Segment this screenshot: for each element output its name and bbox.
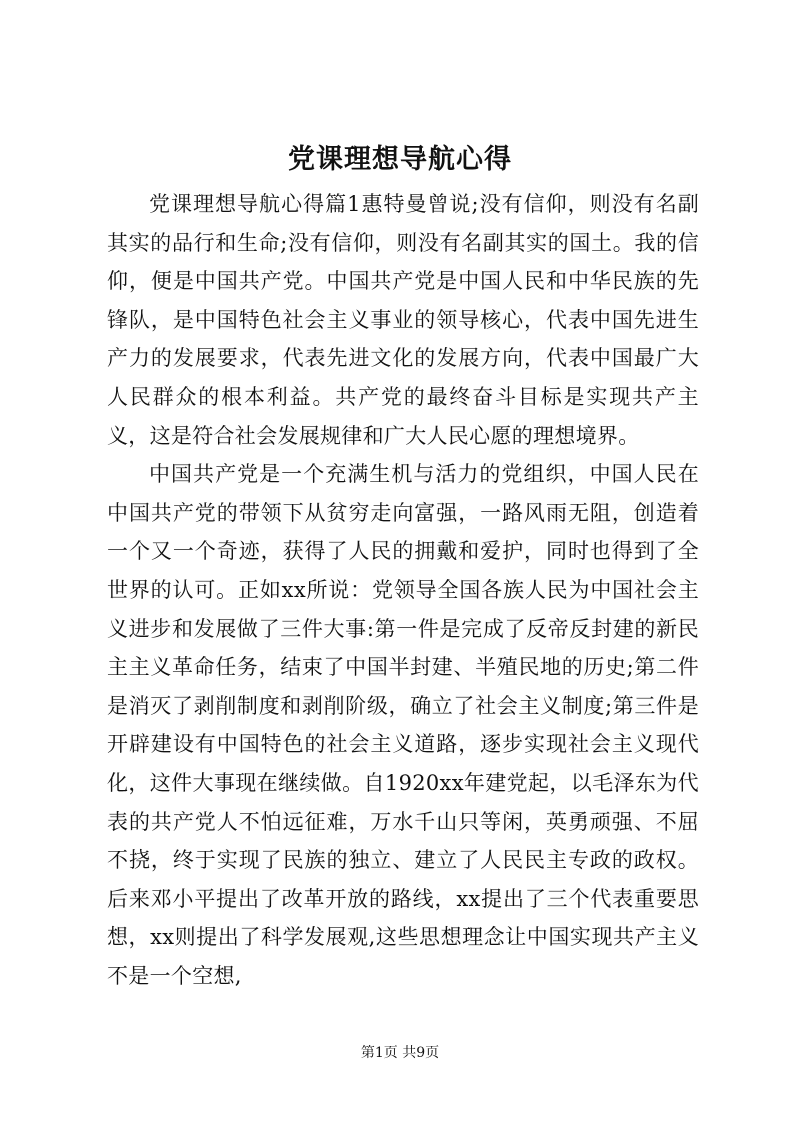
document-title: 党课理想导航心得 (288, 144, 512, 175)
paragraph-1: 党课理想导航心得篇1惠特曼曾说;没有信仰，则没有名副其实的品行和生命;没有信仰，则没有名副其实的国土。我的信仰，便是中国共产党。中国共产党是中国人民和中华民族的先锋队，是中国特色社会主义事业的领导核心，代表中国先进生产力的发展要求，代表先进文化的发展方向，代表中国最广大人民群众的根本利益。共产党的最终奋斗目标是实现共产主义，这是符合社会发展规律和广大人民心愿的理想境界。 (107, 192, 699, 448)
paragraph-2: 中国共产党是一个充满生机与活力的党组织，中国人民在中国共产党的带领下从贫穷走向富强，一路风雨无阻，创造着一个又一个奇迹，获得了人民的拥戴和爱护，同时也得到了全世界的认可。正如xx所说：党领导全国各族人民为中国社会主义进步和发展做了三件大事:第一件是完成了反帝反封建的新民主主义革命任务，结束了中国半封建、半殖民地的历史;第二件是消灭了剥削制度和剥削阶级，确立了社会主义制度;第三件是开辟建设有中国特色的社会主义道路，逐步实现社会主义现代化，这件大事现在继续做。自1920xx年建党起，以毛泽东为代表的共产党人不怕远征难，万水千山只等闲，英勇顽强、不屈不挠，终于实现了民族的独立、建立了人民民主专政的政权。后来邓小平提出了改革开放的路线，xx提出了三个代表重要思想，xx则提出了科学发展观,这些思想理念让中国实现共产主义不是一个空想, (107, 462, 699, 988)
document-body (107, 185, 699, 995)
page-footer: 第1页 共9页 (360, 1045, 440, 1061)
